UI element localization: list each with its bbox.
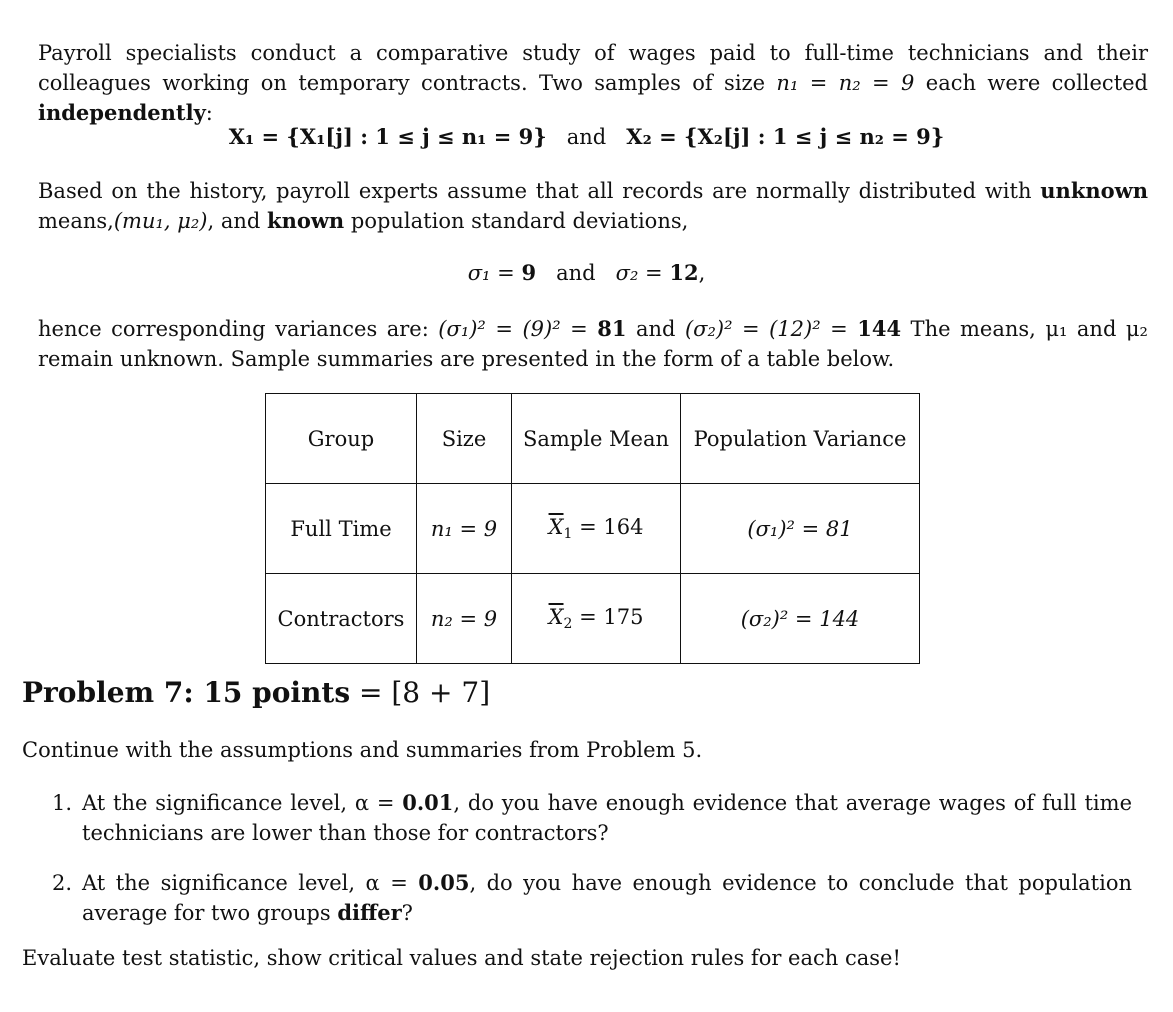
question-item (52, 868, 1132, 928)
cell-group: Full Time (266, 484, 417, 574)
history-text-3: , and (207, 209, 268, 233)
differ-bold: differ (337, 900, 402, 925)
table-row (266, 574, 920, 664)
variance1-math: (σ₁)² = (9)² = (438, 317, 588, 341)
variance1-value: 81 (597, 316, 627, 341)
variance-value: (σ₂)² = 144 (740, 606, 860, 631)
header-size: Size (417, 394, 512, 484)
question-item (52, 788, 1132, 848)
header-population-variance: Population Variance (681, 394, 920, 484)
means-math: (mu₁, μ₂) (113, 209, 208, 233)
variance-text-1: hence corresponding variances are: (38, 317, 439, 341)
size-value: n₁ = 9 (430, 516, 498, 541)
mean-symbol: $\overline{X}$ (548, 605, 564, 629)
cell-size (417, 574, 512, 664)
alpha-value: 0.05 (418, 870, 470, 895)
variance-text-2: and (626, 317, 685, 341)
sample-x1: X₁ = {X₁[j] : 1 ≤ j ≤ n₁ = 9} (228, 124, 547, 149)
cell-mean (512, 574, 681, 664)
intro-text-after: each were collected (914, 71, 1149, 95)
sigma2-value: 12 (669, 260, 699, 285)
problem-points-split: = [8 + 7] (350, 676, 491, 709)
question-text-2: , do you have enough evidence that average wages of full time technicians are lower than those for contractors? (82, 791, 1132, 845)
variance-text-3: The means, μ₁ and μ₂ remain unknown. Sample summaries are presented in the form of a table below. (38, 317, 1148, 371)
question-number: 2. (52, 871, 73, 895)
cell-variance (681, 574, 920, 664)
question-text-2: , do you have enough evidence to conclude that population average for two groups (82, 871, 1132, 925)
independently-bold: independently (38, 100, 206, 125)
mean-symbol: $\overline{X}$ (548, 515, 564, 539)
intro-paragraph (38, 38, 1148, 128)
problem-intro: Continue with the assumptions and summaries from Problem 5. (22, 738, 703, 762)
intro-text: Payroll specialists conduct a comparative study of wages paid to full-time technicians and their colleagues working on temporary contracts. Two samples of size (38, 41, 1148, 95)
closing-instruction: Evaluate test statistic, show critical values and state rejection rules for each case! (22, 946, 901, 970)
intro-colon: : (205, 101, 213, 125)
table-row (266, 484, 920, 574)
mean-subscript: 1 (563, 526, 573, 542)
sigma-equation (0, 260, 1173, 285)
mean-value: = 175 (572, 605, 644, 629)
question-text (82, 868, 1132, 928)
variance-value: (σ₁)² = 81 (747, 516, 853, 541)
sample-x2: X₂ = {X₂[j] : 1 ≤ j ≤ n₂ = 9} (626, 124, 945, 149)
question-text-3: ? (401, 901, 413, 925)
sigma1-value: 9 (521, 260, 537, 285)
history-text-4: population standard deviations, (344, 209, 689, 233)
samples-and: and (566, 125, 607, 149)
table-header-row (266, 394, 920, 484)
sigma-comma: , (698, 261, 706, 285)
alpha-value: 0.01 (402, 790, 454, 815)
sigma-and: and (556, 261, 596, 285)
question-text (82, 788, 1132, 848)
cell-variance (681, 484, 920, 574)
sigma2-lhs: σ₂ = (615, 261, 663, 285)
question-text-1: At the significance level, α = (82, 791, 403, 815)
cell-size (417, 484, 512, 574)
problem-heading (22, 676, 490, 709)
samples-equation (0, 124, 1173, 149)
history-text-1: Based on the history, payroll experts assume that all records are normally distributed with (38, 179, 1041, 203)
history-text-2: means, (38, 209, 114, 233)
variance-paragraph (38, 314, 1148, 374)
size-value: n₂ = 9 (430, 606, 498, 631)
mean-subscript: 2 (563, 616, 573, 632)
sigma1-lhs: σ₁ = (467, 261, 515, 285)
history-paragraph (38, 176, 1148, 236)
unknown-bold: unknown (1040, 178, 1148, 203)
cell-group: Contractors (266, 574, 417, 664)
summary-table (265, 393, 920, 664)
question-number: 1. (52, 791, 73, 815)
header-sample-mean: Sample Mean (512, 394, 681, 484)
size-math: n₁ = n₂ = 9 (776, 71, 915, 95)
cell-mean (512, 484, 681, 574)
variance2-math: (σ₂)² = (12)² = (684, 317, 848, 341)
variance2-value: 144 (857, 316, 902, 341)
mean-value: = 164 (572, 515, 644, 539)
known-bold: known (267, 208, 345, 233)
header-group: Group (266, 394, 417, 484)
question-text-1: At the significance level, α = (82, 871, 419, 895)
problem-heading-bold: Problem 7: 15 points (22, 676, 351, 709)
